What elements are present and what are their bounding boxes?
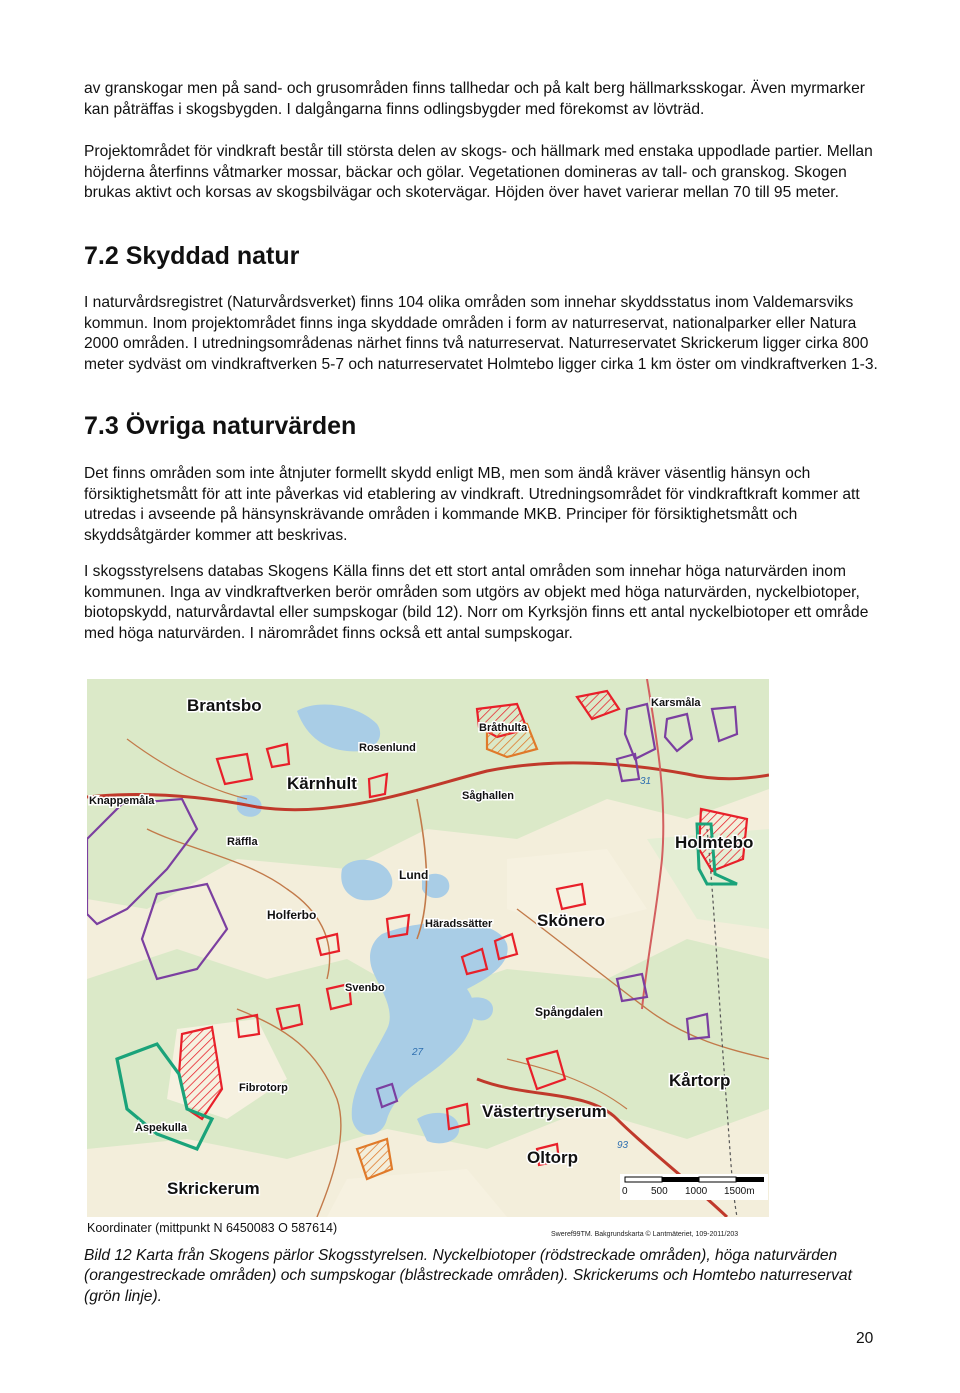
- scale-label: 1000: [685, 1186, 708, 1197]
- place-label: Västertryserum: [482, 1102, 607, 1121]
- body-paragraph: I naturvårdsregistret (Naturvårdsverket) finns 104 olika områden som innehar skyddsstatus inom Valdemarsviks kommun. Inom projektområdet finns inga skyddade områden i form av naturreservat, nationalparker eller Natura 2000 områden. I utredningsområdenas närhet finns två naturreservat. Naturreservatet Skrickerum ligger cirka 800 meter sydväst om vindkraftverken 5-7 och naturreservatet Holmtebo ligger cirka 1 km öster om vindkraftverken 1-3.: [84, 294, 878, 373]
- map-coordinates: Koordinater (mittpunkt N 6450083 O 587614): [87, 1221, 338, 1235]
- place-label: Holmtebo: [675, 833, 754, 852]
- place-label: Aspekulla: [135, 1122, 187, 1134]
- scale-label: 1500m: [724, 1186, 755, 1197]
- place-label: Holferbo: [267, 908, 317, 922]
- section-heading: 7.2 Skyddad natur: [84, 242, 300, 270]
- place-label: Svenbo: [345, 982, 385, 994]
- place-label: Fibrotorp: [239, 1082, 288, 1094]
- place-label: Häradssätter: [425, 918, 493, 930]
- place-label: Räffla: [227, 836, 258, 848]
- scale-bar: [620, 1174, 768, 1200]
- place-label: Oltorp: [527, 1148, 578, 1167]
- figure-caption: Bild 12 Karta från Skogens pärlor Skogsstyrelsen. Nyckelbiotoper (rödstreckade områden), höga naturvärden (orangestreckade områden) och sumpskogar (blåstreckade områden). Skrickerums och Homtebo naturreservat (grön linje).: [84, 1247, 852, 1305]
- body-paragraph: Projektområdet för vindkraft består till största delen av skogs- och hällmark med enstaka uppodlade partier. Mellan höjderna återfinns våtmarker mossar, bäckar och gölar. Vegetationen domineras av tall- och granskog. Skogen brukas aktivt och korsas av skogsbilvägar och skotervägar. Höjden över havet varierar mellan 70 till 95 meter.: [84, 143, 873, 202]
- body-paragraph: I skogsstyrelsens databas Skogens Källa finns det ett stort antal områden som innehar höga naturvärden inom kommunen. Inga av vindkraftverken berör områden som utgörs av objekt med höga naturvärden, nyckelbiotoper, biotopskydd, naturvårdavtal eller sumpskogar (bild 12). Norr om Kyrksjön finns ett antal nyckelbiotoper ett område med höga naturvärden. I närområdet finns också ett antal sumpskogar.: [84, 563, 869, 642]
- place-label: Karsmåla: [651, 697, 701, 709]
- nature-values-map: [87, 679, 769, 1217]
- road-number: 27: [412, 1047, 424, 1058]
- body-paragraph: Det finns områden som inte åtnjuter formellt skydd enligt MB, men som ändå kräver väsentlig hänsyn och försiktighetsmått för att inte påverkas vid etablering av vindkraft. Utredningsområdet för vindkraftkraft kommer att utredas i avseende på hänsynskrävande områden i kommande MKB. Principer för försiktighetsmått och skyddsåtgärder kommer att beskrivas.: [84, 465, 860, 544]
- place-label: Skrickerum: [167, 1179, 260, 1198]
- place-label: Knappemåla: [89, 795, 155, 807]
- place-label: Bråthulta: [479, 722, 528, 734]
- place-label: Såghallen: [462, 790, 514, 802]
- place-label: Kärnhult: [287, 774, 357, 793]
- body-paragraph: av granskogar men på sand- och grusområden finns tallhedar och på kalt berg hällmarksskogar. Även myrmarker kan påträffas i skogsbygden. I dalgångarna finns odlingsbygder med förekomst av lövträd.: [84, 80, 865, 118]
- page-number: 20: [856, 1330, 874, 1347]
- scale-label: 0: [622, 1186, 628, 1197]
- place-label: Spångdalen: [535, 1005, 604, 1019]
- place-label: Kårtorp: [669, 1071, 731, 1090]
- road-number: 31: [640, 776, 652, 787]
- scale-label: 500: [651, 1186, 668, 1197]
- road-number: 93: [617, 1140, 629, 1151]
- place-label: Rosenlund: [359, 742, 416, 754]
- section-heading: 7.3 Övriga naturvärden: [84, 412, 357, 440]
- place-label: Brantsbo: [187, 696, 262, 715]
- place-label: Skönero: [537, 911, 606, 930]
- map-credit: Sweref99TM. Bakgrundskarta © Lantmäteriet, 109-2011/203: [551, 1231, 739, 1238]
- place-label: Lund: [399, 868, 429, 882]
